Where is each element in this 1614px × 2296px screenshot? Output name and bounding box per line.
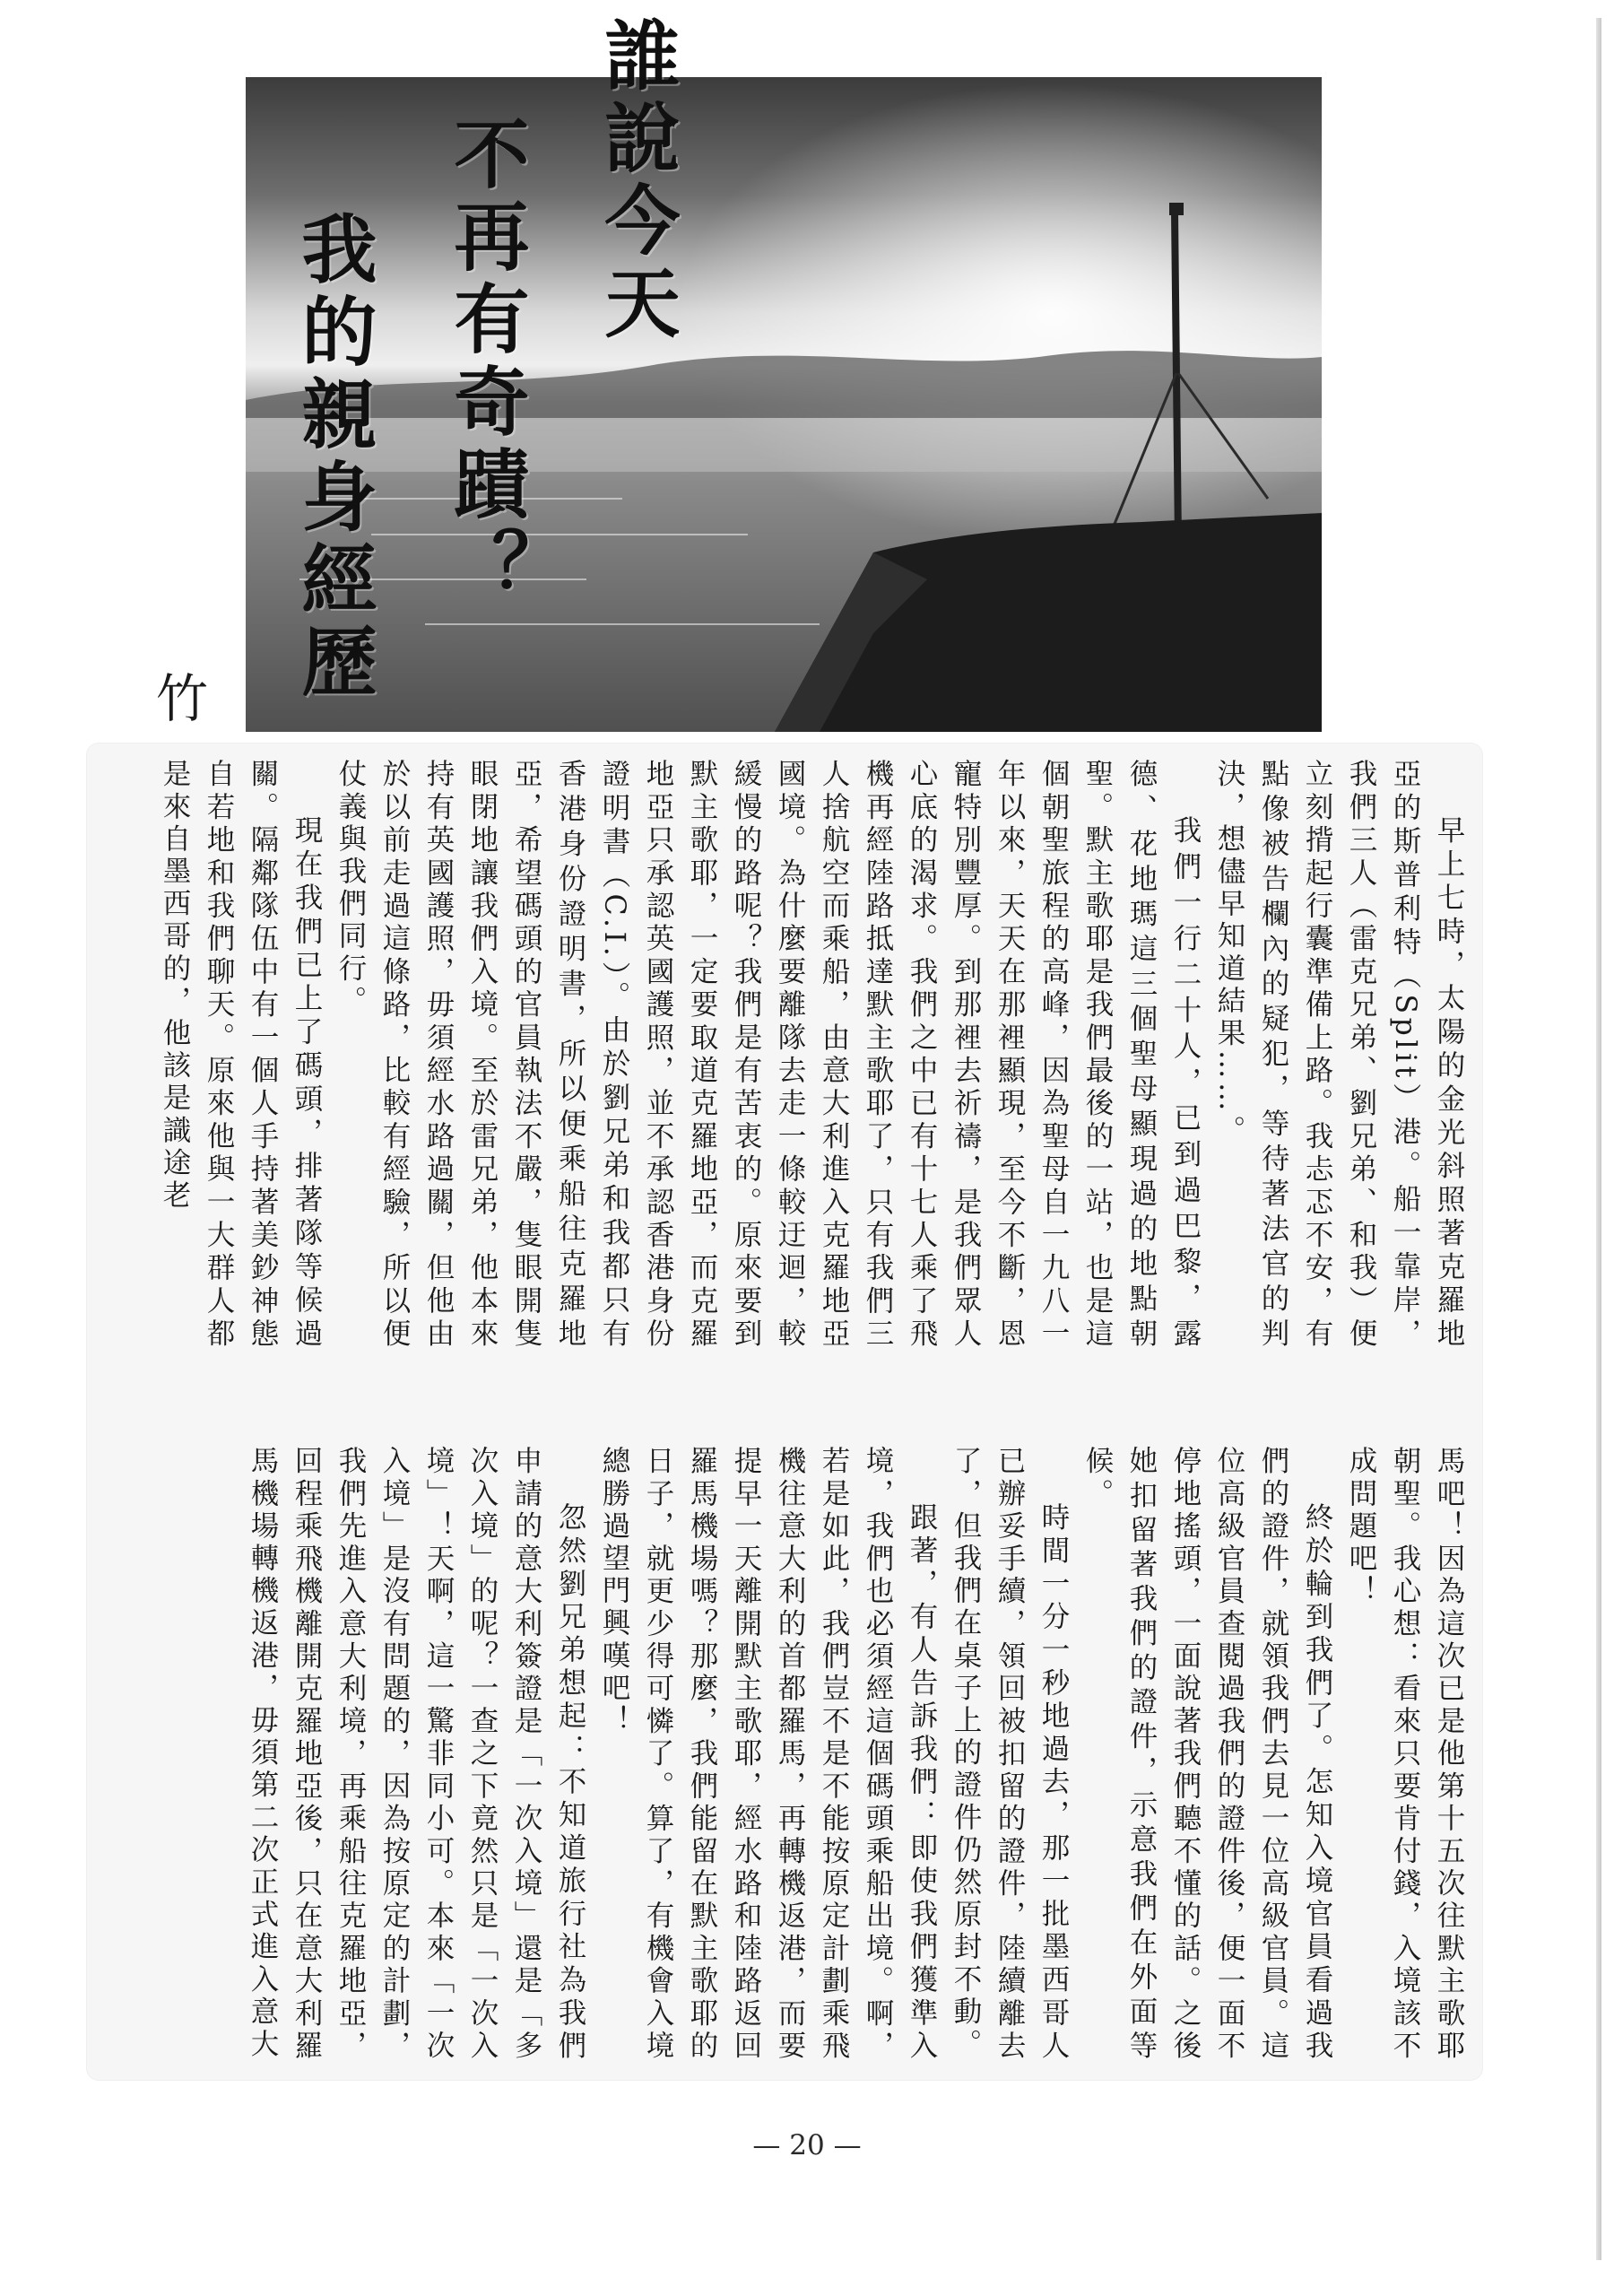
harbor-photo — [246, 77, 1322, 732]
paragraph: 跟著，有人告訴我們：即使我們獲準入境，我們也必須經這個碼頭乘船出境。啊，若是如此，我們豈不是不能按原定計劃乘飛機往意大利的首都羅馬，再轉機返港，而要提早一天離開默主歌耶，經水路和陸路返回羅馬機場嗎？那麼，我們能留在默主歌耶的日子，就更少得可憐了。算了，有機會入境總勝過望門興嘆吧！ — [598, 1446, 938, 2063]
title-line-3: 我的親身經歷 — [290, 210, 378, 705]
paragraph: 時間一分一秒地過去，那一批墨西哥人已辦妥手續，領回被扣留的證件，陸續離去了，但我們在桌子上的證件仍然原封不動。 — [950, 1446, 1070, 2063]
harbor-photo-image — [246, 77, 1322, 732]
paragraph: 我們一行二十人，已到過巴黎，露德、花地瑪這三個聖母顯現過的地點朝聖。默主歌耶是我們最後的一站，也是這個朝聖旅程的高峰，因為聖母自一九八一年以來，天天在那裡顯現，至今不斷，恩寵特別豐厚。到那裡去祈禱，是我們眾人心底的渴求。我們之中已有十七人乘了飛機再經陸路抵達默主歌耶了，只有我們三人捨航空而乘船，由意大利進入克羅地亞國境。為什麼要離隊去走一條較迂迴，較緩慢的路呢？我們是有苦衷的。原來要到默主歌耶，一定要取道克羅地亞，而克羅地亞只承認英國護照，並不承認香港身份證明書（C.I.）。由於劉兄弟和我都只有香港身份證明書，所以便乘船往克羅地亞，希望碼頭的官員執法不嚴，隻眼開隻眼閉地讓我們入境。至於雷兄弟，他本來持有英國護照，毋須經水路過關，但他由於以前走過這條路，比較有經驗，所以便仗義與我們同行。 — [334, 759, 1202, 1351]
paragraph: 終於輪到我們了。怎知入境官員看過我們的證件，就領我們去見一位高級官員。這位高級官員查閱過我們的證件後，便一面不停地搖頭，一面說著我們聽不懂的話。之後她扣留著我們的證件，示意我們在外面等候。 — [1081, 1446, 1333, 2063]
article-upper-block — [108, 759, 1471, 1351]
author-name: 竹 — [147, 671, 208, 723]
title-line-2: 不再有奇蹟？ — [442, 115, 531, 610]
title-line-1: 誰說今天 — [593, 16, 681, 346]
article-lower-block — [108, 1446, 1471, 2063]
paragraph: 早上七時，太陽的金光斜照著克羅地亞的斯普利特（Split）港。船一靠岸，我們三人（雷克兄弟、劉兄弟、和我）便立刻揹起行囊準備上路。我忐忑不安，有點像被告欄內的疑犯，等待著法官的判決，想儘早知道結果……。 — [1213, 759, 1465, 1351]
paragraph-continuation: 馬吧！因為這次已是他第十五次往默主歌耶朝聖。我心想：看來只要肯付錢，入境該不成問題吧！ — [1345, 1446, 1465, 2063]
paragraph: 忽然劉兄弟想起：不知道旅行社為我們申請的意大利簽證是「一次入境」還是「多次入境」的呢？一查之下竟然只是「一次入境」！天啊，這一驚非同小可。本來「一次入境」是沒有問題的，因為按原定的計劃，我們先進入意大利境，再乘船往克羅地亞，回程乘飛機離開克羅地亞後，只在意大利羅馬機場轉機返港，毋須第二次正式進入意大 — [247, 1446, 586, 2063]
paragraph: 現在我們已上了碼頭，排著隊等候過關。隔鄰隊伍中有一個人手持著美鈔神態自若地和我們聊天。原來他與一大群人都是來自墨西哥的，他該是識途老 — [159, 759, 323, 1351]
page-number: — 20 — — [752, 2129, 862, 2161]
page-edge — [1596, 18, 1601, 2260]
